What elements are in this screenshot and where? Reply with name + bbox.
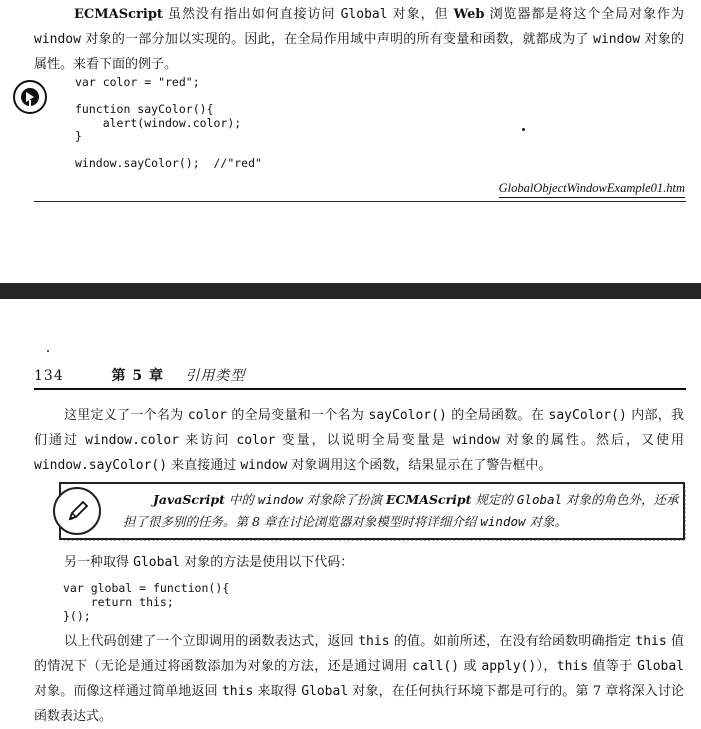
paragraph-2	[34, 550, 684, 575]
inline-code: window.color	[85, 433, 180, 448]
text-run: 对象，在任何执行环境下都是可行的。第 7 章将深入讨论函数表达式。	[34, 684, 685, 724]
text-run: 另一种取得	[64, 555, 134, 570]
bold-term: ECMAScript	[74, 7, 163, 22]
running-header	[34, 365, 684, 385]
text-run: 虽然没有指出如何直接访问	[162, 7, 341, 22]
text-run: 对象。	[525, 514, 568, 529]
text-run: 内部，我们通过	[34, 408, 685, 448]
code-block-global-this: var global = function(){ return this; }();	[63, 581, 230, 623]
code-block-global-window: var color = "red"; function sayColor(){ alert(window.color); } window.sayColor(); //"red"	[75, 75, 262, 170]
text-run: 浏览器都是将这个全局对象作为	[484, 7, 685, 22]
inline-code: sayColor()	[368, 408, 447, 423]
inline-code: window.sayColor()	[34, 458, 168, 473]
text-run: 对象的属性。然后，又使用	[499, 433, 685, 448]
inline-code: Global	[637, 659, 685, 674]
text-run: 规定的	[471, 492, 517, 507]
inline-code: Global	[516, 492, 563, 507]
inline-code: window	[480, 514, 526, 529]
text-run: 以上代码创建了一个立即调用的函数表达式，返回	[64, 634, 359, 649]
page-break-band	[0, 283, 701, 299]
note-box	[59, 482, 685, 540]
text-run: 对象除了扮演	[302, 492, 386, 507]
text-run: 对象的方法是使用以下代码：	[180, 555, 354, 570]
text-run: ），	[536, 659, 557, 674]
inline-code: apply()	[481, 659, 537, 674]
text-run: 对象。而像这样通过简单地返回	[34, 684, 222, 699]
inline-code: sayColor()	[548, 408, 627, 423]
text-run: 或	[459, 659, 482, 674]
inline-code: color	[187, 408, 227, 423]
inline-code: Global	[301, 684, 349, 699]
inline-code: this	[358, 634, 390, 649]
text-run: 对象的属性。来看下面的例子。	[34, 32, 685, 72]
note-text	[123, 489, 683, 533]
inline-code: Global	[133, 555, 181, 570]
paragraph-1	[34, 403, 684, 478]
text-run: 对象，但	[387, 7, 454, 22]
inline-code: this	[221, 684, 254, 699]
bold-term: ECMAScript	[385, 492, 472, 507]
text-run: 来访问	[179, 433, 237, 448]
divider-top	[34, 201, 686, 202]
stray-dot	[522, 128, 525, 131]
page-number: 134	[34, 368, 64, 384]
text-run: 值的情况下（无论是通过将函数添加为对象的方法，还是通过调用	[34, 634, 684, 674]
chapter-label: 第 5 章	[111, 368, 164, 384]
inline-code: this	[556, 659, 589, 674]
header-rule	[34, 388, 686, 390]
text-run: 值等于	[588, 659, 638, 674]
text-run: 变量，以说明全局变量是	[275, 433, 453, 448]
bold-term: JavaScript	[153, 492, 225, 507]
run-example-icon	[13, 80, 47, 114]
text-run: 的全局函数。在	[446, 408, 549, 423]
inline-code: Global	[340, 7, 388, 22]
text-run: 对象调用这个函数，结果显示在了警告框中。	[287, 458, 552, 473]
inline-code: window	[34, 32, 81, 47]
text-run: 来取得	[253, 684, 302, 699]
text-run: 对象的一部分加以实现的。因此，在全局作用域中声明的所有变量和函数，就都成为了	[80, 32, 594, 47]
inline-code: call()	[412, 659, 460, 674]
inline-code: window	[452, 433, 500, 448]
text-run: 对象的角色外，还承担了很多别的任务。第 8 章在讨论浏览器对象模型时将详细介绍	[123, 492, 679, 529]
text-run: 的全局变量和一个名为	[226, 408, 369, 423]
inline-code: window	[257, 492, 303, 507]
inline-code: window	[240, 458, 288, 473]
paragraph-3	[34, 629, 684, 729]
text-run: 这里定义了一个名为	[64, 408, 188, 423]
text-run: 的值。如前所述，在没有给函数明确指定	[389, 634, 636, 649]
pen-note-icon	[53, 487, 101, 535]
text-run: 来直接通过	[167, 458, 241, 473]
stray-dot-2	[47, 350, 49, 352]
intro-paragraph	[34, 2, 684, 77]
inline-code: window	[593, 32, 641, 47]
inline-code: this	[635, 634, 667, 649]
text-run: 中的	[224, 492, 258, 507]
example-file-link[interactable]: GlobalObjectWindowExample01.htm	[499, 181, 685, 198]
chapter-title: 引用类型	[185, 368, 246, 384]
inline-code: color	[236, 433, 276, 448]
bold-term: Web	[453, 7, 485, 22]
